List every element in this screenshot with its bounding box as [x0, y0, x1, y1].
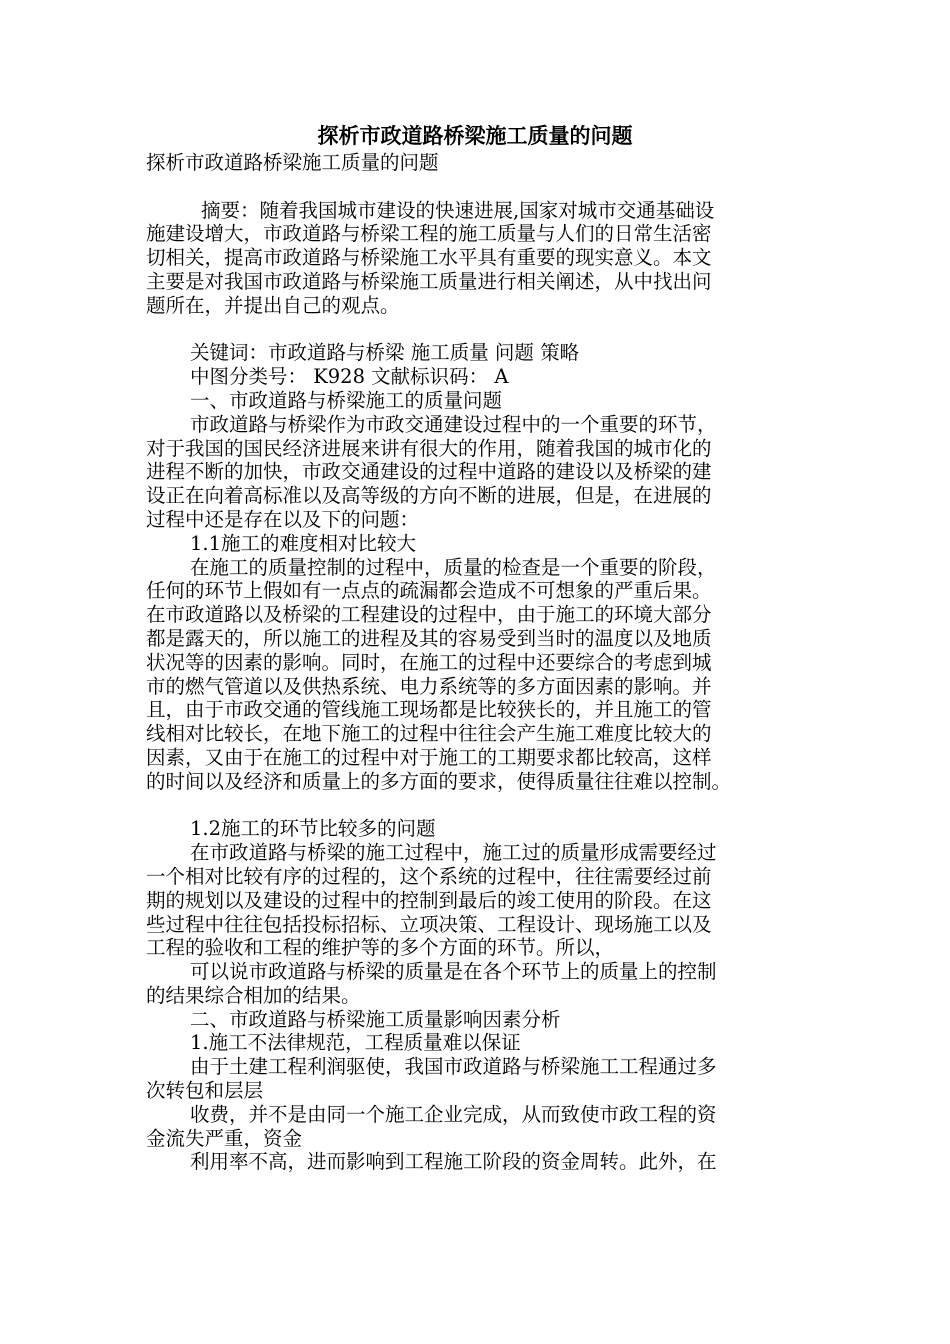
- paragraph-line: 次转包和层层: [146, 1079, 264, 1103]
- blank-line: [146, 794, 806, 818]
- paragraph-line: 进程不断的加快，市政交通建设的过程中道路的建设以及桥梁的建: [146, 460, 712, 484]
- paragraph-line: 的结果综合相加的结果。: [146, 983, 361, 1007]
- paragraph-line: 由于土建工程利润驱使，我国市政道路与桥梁施工工程通过多: [190, 1055, 717, 1079]
- blank-line: [146, 318, 806, 342]
- document-title: 探析市政道路桥梁施工质量的问题: [317, 123, 633, 148]
- abstract-line: 摘要：随着我国城市建设的快速进展,国家对城市交通基础设: [201, 198, 715, 222]
- abstract-line: 切相关，提高市政道路与桥梁施工水平具有重要的现实意义。本文: [146, 246, 712, 270]
- section-heading: 一、市政道路与桥梁施工的质量问题: [190, 388, 503, 412]
- paragraph-line: 设正在向着高标准以及高等级的方向不断的进展，但是，在进展的: [146, 484, 712, 508]
- paragraph-line: 利用率不高，进而影响到工程施工阶段的资金周转。此外，在: [190, 1150, 717, 1174]
- paragraph-line: 些过程中往往包括投标招标、立项决策、工程设计、现场施工以及: [146, 912, 712, 936]
- paragraph-line: 的时间以及经济和质量上的多方面的要求，使得质量往往难以控制。: [146, 769, 732, 793]
- section-heading: 二、市政道路与桥梁施工质量影响因素分析: [190, 1007, 561, 1031]
- paragraph-line: 市政道路与桥梁作为市政交通建设过程中的一个重要的环节，: [190, 412, 717, 436]
- subsection-heading: 1.2施工的环节比较多的问题: [190, 817, 436, 841]
- subsection-heading: 1.施工不法律规范，工程质量难以保证: [190, 1031, 521, 1055]
- paragraph-line: 在市政道路与桥梁的施工过程中，施工过的质量形成需要经过: [190, 841, 717, 865]
- document-subtitle: 探析市政道路桥梁施工质量的问题: [146, 151, 439, 174]
- abstract-line: 施建设增大，市政道路与桥梁工程的施工质量与人们的日常生活密: [146, 222, 712, 246]
- paragraph-line: 金流失严重，资金: [146, 1126, 303, 1150]
- abstract-line: 题所在，并提出自己的观点。: [146, 293, 400, 317]
- paragraph-line: 过程中还是存在以及下的问题：: [146, 507, 420, 531]
- paragraph-line: 可以说市政道路与桥梁的质量是在各个环节上的质量上的控制: [190, 960, 717, 984]
- subsection-heading: 1.1施工的难度相对比较大: [190, 531, 417, 555]
- paragraph-line: 一个相对比较有序的过程的，这个系统的过程中，往往需要经过前: [146, 864, 712, 888]
- classification-line: 中图分类号： K928 文献标识码： A: [190, 365, 509, 389]
- keywords-line: 关键词：市政道路与桥梁 施工质量 问题 策略: [190, 341, 580, 365]
- paragraph-line: 对于我国的国民经济进展来讲有很大的作用，随着我国的城市化的: [146, 436, 712, 460]
- paragraph-line: 任何的环节上假如有一点点的疏漏都会造成不可想象的严重后果。: [146, 579, 712, 603]
- document-body: [146, 151, 806, 1174]
- paragraph-line: 期的规划以及建设的过程中的控制到最后的竣工使用的阶段。在这: [146, 888, 712, 912]
- paragraph-line: 在市政道路以及桥梁的工程建设的过程中，由于施工的环境大部分: [146, 603, 712, 627]
- paragraph-line: 在施工的质量控制的过程中，质量的检查是一个重要的阶段，: [190, 555, 717, 579]
- paragraph-line: 因素，又由于在施工的过程中对于施工的工期要求都比较高，这样: [146, 745, 712, 769]
- paragraph-line: 状况等的因素的影响。同时，在施工的过程中还要综合的考虑到城: [146, 650, 712, 674]
- paragraph-line: 且，由于市政交通的管线施工现场都是比较狭长的，并且施工的管: [146, 698, 712, 722]
- paragraph-line: 工程的验收和工程的维护等的多个方面的环节。所以，: [146, 936, 615, 960]
- paragraph-line: 线相对比较长，在地下施工的过程中往往会产生施工难度比较大的: [146, 722, 712, 746]
- abstract-line: 主要是对我国市政道路与桥梁施工质量进行相关阐述，从中找出问: [146, 269, 712, 293]
- paragraph-line: 都是露天的，所以施工的进程及其的容易受到当时的温度以及地质: [146, 626, 712, 650]
- blank-line: [146, 175, 806, 199]
- paragraph-line: 市的燃气管道以及供热系统、电力系统等的多方面因素的影响。并: [146, 674, 712, 698]
- paragraph-line: 收费，并不是由同一个施工企业完成，从而致使市政工程的资: [190, 1102, 717, 1126]
